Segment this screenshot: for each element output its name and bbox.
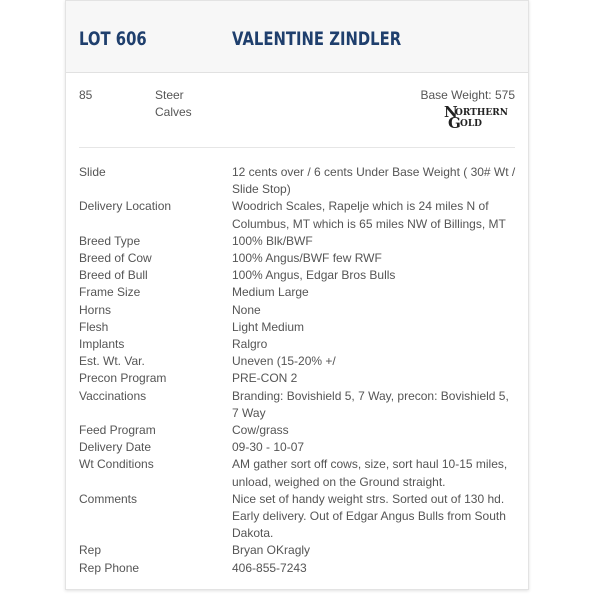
detail-label: Frame Size	[79, 285, 141, 300]
detail-value: PRE-CON 2	[232, 371, 298, 386]
detail-value: Cow/grass	[232, 423, 289, 438]
lot-number: LOT 606	[79, 28, 147, 50]
detail-value: None	[232, 302, 261, 317]
cattle-type: Steer Calves	[155, 88, 192, 119]
lot-details-table	[79, 164, 519, 577]
detail-row	[79, 388, 519, 422]
logo-line2: OLD	[460, 119, 482, 129]
consignor-name: VALENTINE ZINDLER	[232, 28, 402, 50]
detail-row	[79, 542, 519, 559]
detail-label: Rep	[79, 543, 102, 558]
detail-label: Est. Wt. Var.	[79, 354, 145, 369]
detail-row	[79, 456, 519, 490]
detail-label: Implants	[79, 337, 125, 352]
detail-label: Comments	[79, 491, 138, 506]
detail-row	[79, 198, 519, 232]
lot-header	[66, 1, 528, 73]
detail-label: Precon Program	[79, 371, 167, 386]
detail-label: Breed of Bull	[79, 268, 148, 283]
detail-row	[79, 560, 519, 577]
detail-label: Vaccinations	[79, 388, 147, 403]
detail-row	[79, 250, 519, 267]
detail-value: Light Medium	[232, 319, 305, 334]
detail-value: Uneven (15-20% +/	[232, 354, 336, 369]
detail-row	[79, 370, 519, 387]
detail-row	[79, 284, 519, 301]
detail-row	[79, 439, 519, 456]
detail-value: Branding: Bovishield 5, 7 Way, precon: Bovishield 5, 7 Way	[232, 388, 509, 420]
logo-initial-n: N	[444, 104, 458, 121]
detail-label: Delivery Location	[79, 199, 172, 214]
detail-value: Ralgro	[232, 337, 268, 352]
detail-row	[79, 353, 519, 370]
detail-row	[79, 319, 519, 336]
detail-value: 100% Blk/BWF	[232, 233, 313, 248]
detail-label: Delivery Date	[79, 440, 152, 455]
detail-row	[79, 491, 519, 543]
head-count: 85	[79, 88, 93, 102]
detail-label: Rep Phone	[79, 560, 140, 575]
detail-value: 12 cents over / 6 cents Under Base Weight ( 30# Wt / Slide Stop)	[232, 165, 516, 197]
detail-value: Nice set of handy weight strs. Sorted out of 130 hd. Early delivery. Out of Edgar Angus Bulls from South Dakota.	[232, 491, 506, 541]
detail-label: Slide	[79, 165, 106, 179]
detail-value: Woodrich Scales, Rapelje which is 24 miles N of Columbus, MT which is 65 miles NW of Billings, MT	[232, 199, 506, 231]
detail-label: Feed Program	[79, 423, 156, 438]
logo-initial-g: G	[448, 114, 461, 130]
logo-line1: ORTHERN	[455, 108, 508, 118]
detail-row	[79, 267, 519, 284]
detail-row	[79, 233, 519, 250]
detail-row	[79, 422, 519, 439]
detail-row	[79, 164, 519, 198]
lot-card	[65, 0, 529, 590]
northern-gold-logo	[443, 104, 513, 130]
detail-value: 09-30 - 10-07	[232, 440, 305, 455]
detail-value: Medium Large	[232, 285, 309, 300]
detail-value: Bryan OKragly	[232, 543, 311, 558]
section-divider	[79, 147, 515, 148]
detail-label: Breed Type	[79, 233, 141, 248]
detail-label: Horns	[79, 302, 112, 317]
detail-label: Wt Conditions	[79, 457, 154, 472]
detail-value: 406-855-7243	[232, 560, 307, 575]
detail-row	[79, 336, 519, 353]
detail-value: AM gather sort off cows, size, sort haul 10-15 miles, unload, weighed on the Ground straight.	[232, 457, 508, 489]
detail-value: 100% Angus/BWF few RWF	[232, 251, 382, 266]
detail-label: Breed of Cow	[79, 251, 152, 266]
detail-value: 100% Angus, Edgar Bros Bulls	[232, 268, 396, 283]
base-weight: Base Weight: 575	[420, 88, 515, 102]
detail-label: Flesh	[79, 319, 109, 334]
detail-row	[79, 302, 519, 319]
